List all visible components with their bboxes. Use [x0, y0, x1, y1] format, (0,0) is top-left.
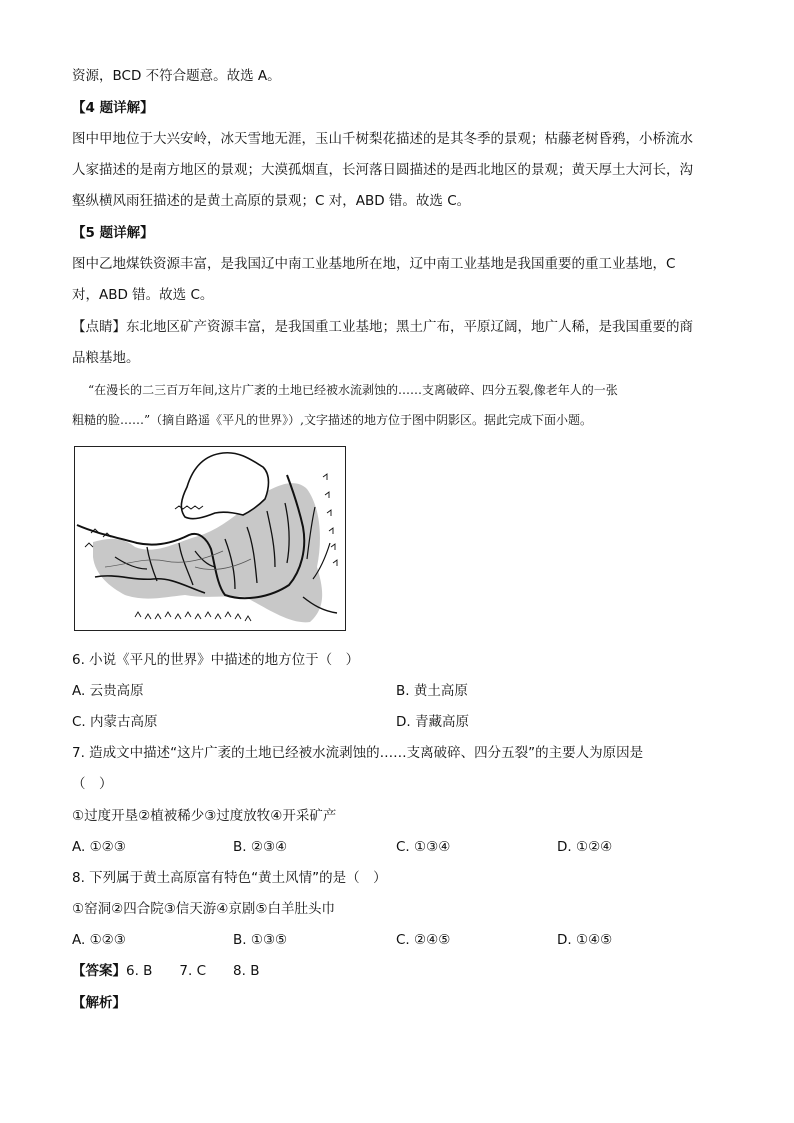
mountain-ticks — [323, 474, 337, 566]
section-heading: 【4 题详解】 — [72, 100, 154, 116]
question-6-stem: 6. 小说《平凡的世界》中描述的地方位于（ ） — [72, 652, 360, 668]
loess-plateau-map — [74, 446, 346, 631]
mountain-ticks — [135, 612, 251, 621]
answer-label: 【答案】 — [72, 963, 126, 979]
section-heading: 【5 题详解】 — [72, 225, 154, 241]
question-8-items: ①窑洞②四合院③信天游④京剧⑤白羊肚头巾 — [72, 901, 336, 917]
text-line: 资源，BCD 不符合题意。故选 A。 — [72, 68, 281, 84]
question-8-option-a[interactable]: A. ①②③ — [72, 932, 126, 948]
question-7-stem: 7. 造成文中描述“这片广袤的土地已经被水流剥蚀的……支离破碎、四分五裂”的主要人为原因是 — [72, 745, 644, 761]
question-7-paren: （ ） — [72, 776, 113, 792]
analysis-heading: 【解析】 — [72, 995, 126, 1011]
text-line: 壑纵横风雨狂描述的是黄土高原的景观；C 对，ABD 错。故选 C。 — [72, 193, 471, 209]
question-7-option-a[interactable]: A. ①②③ — [72, 839, 126, 855]
answer-values: 6. B 7. C 8. B — [126, 963, 260, 979]
question-7-option-c[interactable]: C. ①③④ — [396, 839, 451, 855]
question-6-option-c[interactable]: C. 内蒙古高原 — [72, 714, 158, 730]
question-8-option-b[interactable]: B. ①③⑤ — [233, 932, 288, 948]
question-6-option-d[interactable]: D. 青藏高原 — [396, 714, 469, 730]
text-line: 图中乙地煤铁资源丰富，是我国辽中南工业基地所在地，辽中南工业基地是我国重要的重工业基地，C — [72, 256, 676, 272]
question-8-option-d[interactable]: D. ①④⑤ — [557, 932, 613, 948]
question-7-option-d[interactable]: D. ①②④ — [557, 839, 613, 855]
quote-line: 粗糙的脸……”（摘自路遥《平凡的世界》）,文字描述的地方位于图中阴影区。据此完成下面小题。 — [72, 413, 592, 427]
question-8-stem: 8. 下列属于黄土高原富有特色“黄土风情”的是（ ） — [72, 870, 387, 886]
question-6-option-a[interactable]: A. 云贵高原 — [72, 683, 144, 699]
answer-line — [72, 961, 259, 981]
question-8-option-c[interactable]: C. ②④⑤ — [396, 932, 451, 948]
tip-line: 【点睛】东北地区矿产资源丰富，是我国重工业基地；黑土广布，平原辽阔，地广人稀，是我国重要的商 — [72, 319, 693, 335]
text-line: 人家描述的是南方地区的景观；大漠孤烟直，长河落日圆描述的是西北地区的景观；黄天厚土大河长，沟 — [72, 162, 693, 178]
question-6-option-b[interactable]: B. 黄土高原 — [396, 683, 468, 699]
quote-line: “在漫长的二三百万年间,这片广袤的土地已经被水流剥蚀的……支离破碎、四分五裂,像老年人的一张 — [88, 383, 618, 397]
question-7-option-b[interactable]: B. ②③④ — [233, 839, 288, 855]
tip-line: 品粮基地。 — [72, 350, 140, 366]
question-7-items: ①过度开垦②植被稀少③过度放牧④开采矿产 — [72, 808, 337, 824]
text-line: 图中甲地位于大兴安岭，冰天雪地无涯，玉山千树梨花描述的是其冬季的景观；枯藤老树昏鸦，小桥流水 — [72, 131, 693, 147]
text-line: 对，ABD 错。故选 C。 — [72, 287, 214, 303]
